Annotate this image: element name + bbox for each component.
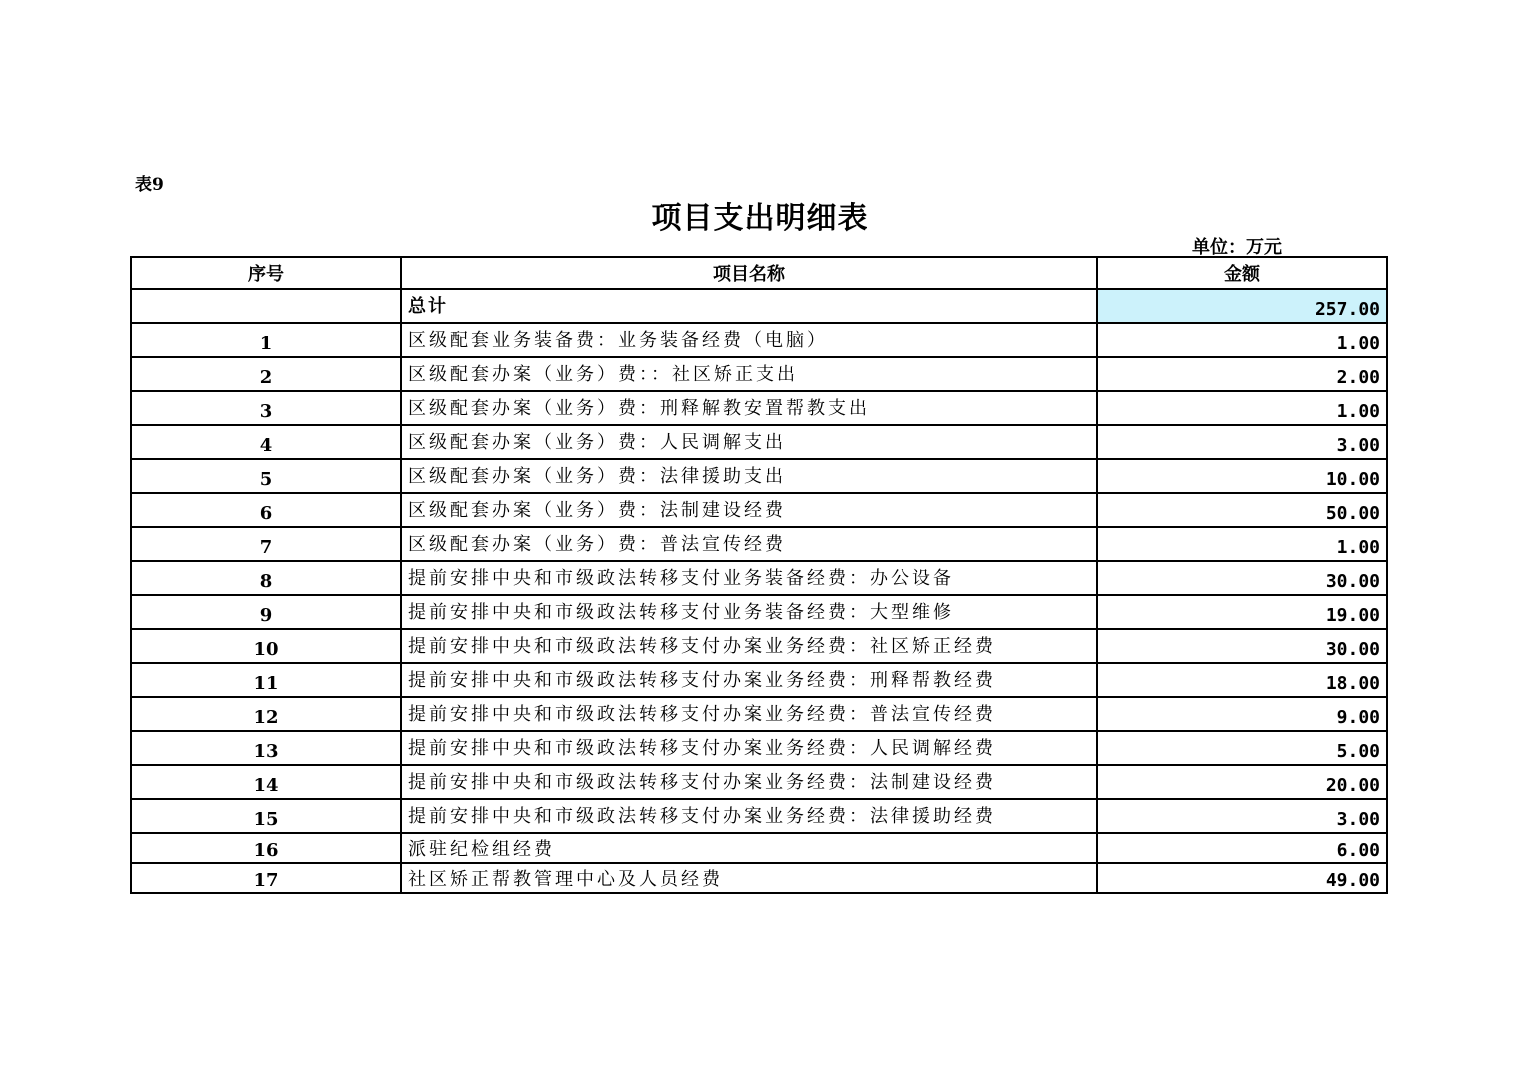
table-number: 表9 xyxy=(135,175,164,195)
header-name: 项目名称 xyxy=(401,257,1097,289)
row-seq: 6 xyxy=(131,493,401,527)
row-amount: 3.00 xyxy=(1097,425,1387,459)
header-amount: 金额 xyxy=(1097,257,1387,289)
total-row xyxy=(131,289,1387,323)
row-seq: 15 xyxy=(131,799,401,833)
table-row xyxy=(131,459,1387,493)
table-row xyxy=(131,765,1387,799)
row-seq: 11 xyxy=(131,663,401,697)
table-row xyxy=(131,697,1387,731)
row-name: 区级配套办案（业务）费：普法宣传经费 xyxy=(401,527,1097,561)
row-seq: 5 xyxy=(131,459,401,493)
row-name: 区级配套办案（业务）费：刑释解教安置帮教支出 xyxy=(401,391,1097,425)
row-seq: 14 xyxy=(131,765,401,799)
table-row xyxy=(131,425,1387,459)
row-amount: 5.00 xyxy=(1097,731,1387,765)
unit-label: 单位：万元 xyxy=(1192,237,1282,258)
table-row xyxy=(131,629,1387,663)
table-row xyxy=(131,595,1387,629)
row-amount: 18.00 xyxy=(1097,663,1387,697)
table-row xyxy=(131,493,1387,527)
row-name: 区级配套业务装备费：业务装备经费（电脑） xyxy=(401,323,1097,357)
table-row xyxy=(131,799,1387,833)
row-amount: 30.00 xyxy=(1097,561,1387,595)
row-name: 区级配套办案（业务）费：法律援助支出 xyxy=(401,459,1097,493)
row-amount: 20.00 xyxy=(1097,765,1387,799)
row-seq: 16 xyxy=(131,833,401,863)
total-amount: 257.00 xyxy=(1097,289,1387,323)
row-name: 提前安排中央和市级政法转移支付办案业务经费：普法宣传经费 xyxy=(401,697,1097,731)
row-seq: 10 xyxy=(131,629,401,663)
row-name: 提前安排中央和市级政法转移支付办案业务经费：社区矫正经费 xyxy=(401,629,1097,663)
table-row xyxy=(131,731,1387,765)
row-name: 社区矫正帮教管理中心及人员经费 xyxy=(401,863,1097,893)
page-title: 项目支出明细表 xyxy=(651,201,869,236)
table-row xyxy=(131,561,1387,595)
table-row xyxy=(131,663,1387,697)
row-amount: 6.00 xyxy=(1097,833,1387,863)
total-label: 总计 xyxy=(401,289,1097,323)
row-amount: 1.00 xyxy=(1097,323,1387,357)
row-amount: 3.00 xyxy=(1097,799,1387,833)
header-seq: 序号 xyxy=(131,257,401,289)
row-seq: 9 xyxy=(131,595,401,629)
row-seq: 4 xyxy=(131,425,401,459)
row-name: 区级配套办案（业务）费：法制建设经费 xyxy=(401,493,1097,527)
table-row xyxy=(131,833,1387,863)
row-amount: 1.00 xyxy=(1097,391,1387,425)
row-name: 提前安排中央和市级政法转移支付办案业务经费：人民调解经费 xyxy=(401,731,1097,765)
row-seq: 2 xyxy=(131,357,401,391)
row-seq: 7 xyxy=(131,527,401,561)
table-row xyxy=(131,391,1387,425)
row-seq: 8 xyxy=(131,561,401,595)
row-amount: 50.00 xyxy=(1097,493,1387,527)
row-name: 派驻纪检组经费 xyxy=(401,833,1097,863)
table-row xyxy=(131,357,1387,391)
row-seq: 3 xyxy=(131,391,401,425)
row-amount: 30.00 xyxy=(1097,629,1387,663)
row-name: 提前安排中央和市级政法转移支付办案业务经费：法律援助经费 xyxy=(401,799,1097,833)
row-amount: 49.00 xyxy=(1097,863,1387,893)
row-amount: 10.00 xyxy=(1097,459,1387,493)
row-amount: 9.00 xyxy=(1097,697,1387,731)
row-name: 提前安排中央和市级政法转移支付业务装备经费：大型维修 xyxy=(401,595,1097,629)
table-row xyxy=(131,863,1387,893)
row-amount: 1.00 xyxy=(1097,527,1387,561)
row-name: 区级配套办案（业务）费：：社区矫正支出 xyxy=(401,357,1097,391)
row-name: 提前安排中央和市级政法转移支付办案业务经费：法制建设经费 xyxy=(401,765,1097,799)
row-amount: 19.00 xyxy=(1097,595,1387,629)
project-expenditure-table xyxy=(130,256,1388,894)
table-row xyxy=(131,527,1387,561)
total-seq xyxy=(131,289,401,323)
row-seq: 17 xyxy=(131,863,401,893)
row-name: 提前安排中央和市级政法转移支付办案业务经费：刑释帮教经费 xyxy=(401,663,1097,697)
row-seq: 12 xyxy=(131,697,401,731)
row-name: 提前安排中央和市级政法转移支付业务装备经费：办公设备 xyxy=(401,561,1097,595)
table-row xyxy=(131,323,1387,357)
row-name: 区级配套办案（业务）费：人民调解支出 xyxy=(401,425,1097,459)
row-seq: 1 xyxy=(131,323,401,357)
row-seq: 13 xyxy=(131,731,401,765)
header-row xyxy=(131,257,1387,289)
row-amount: 2.00 xyxy=(1097,357,1387,391)
